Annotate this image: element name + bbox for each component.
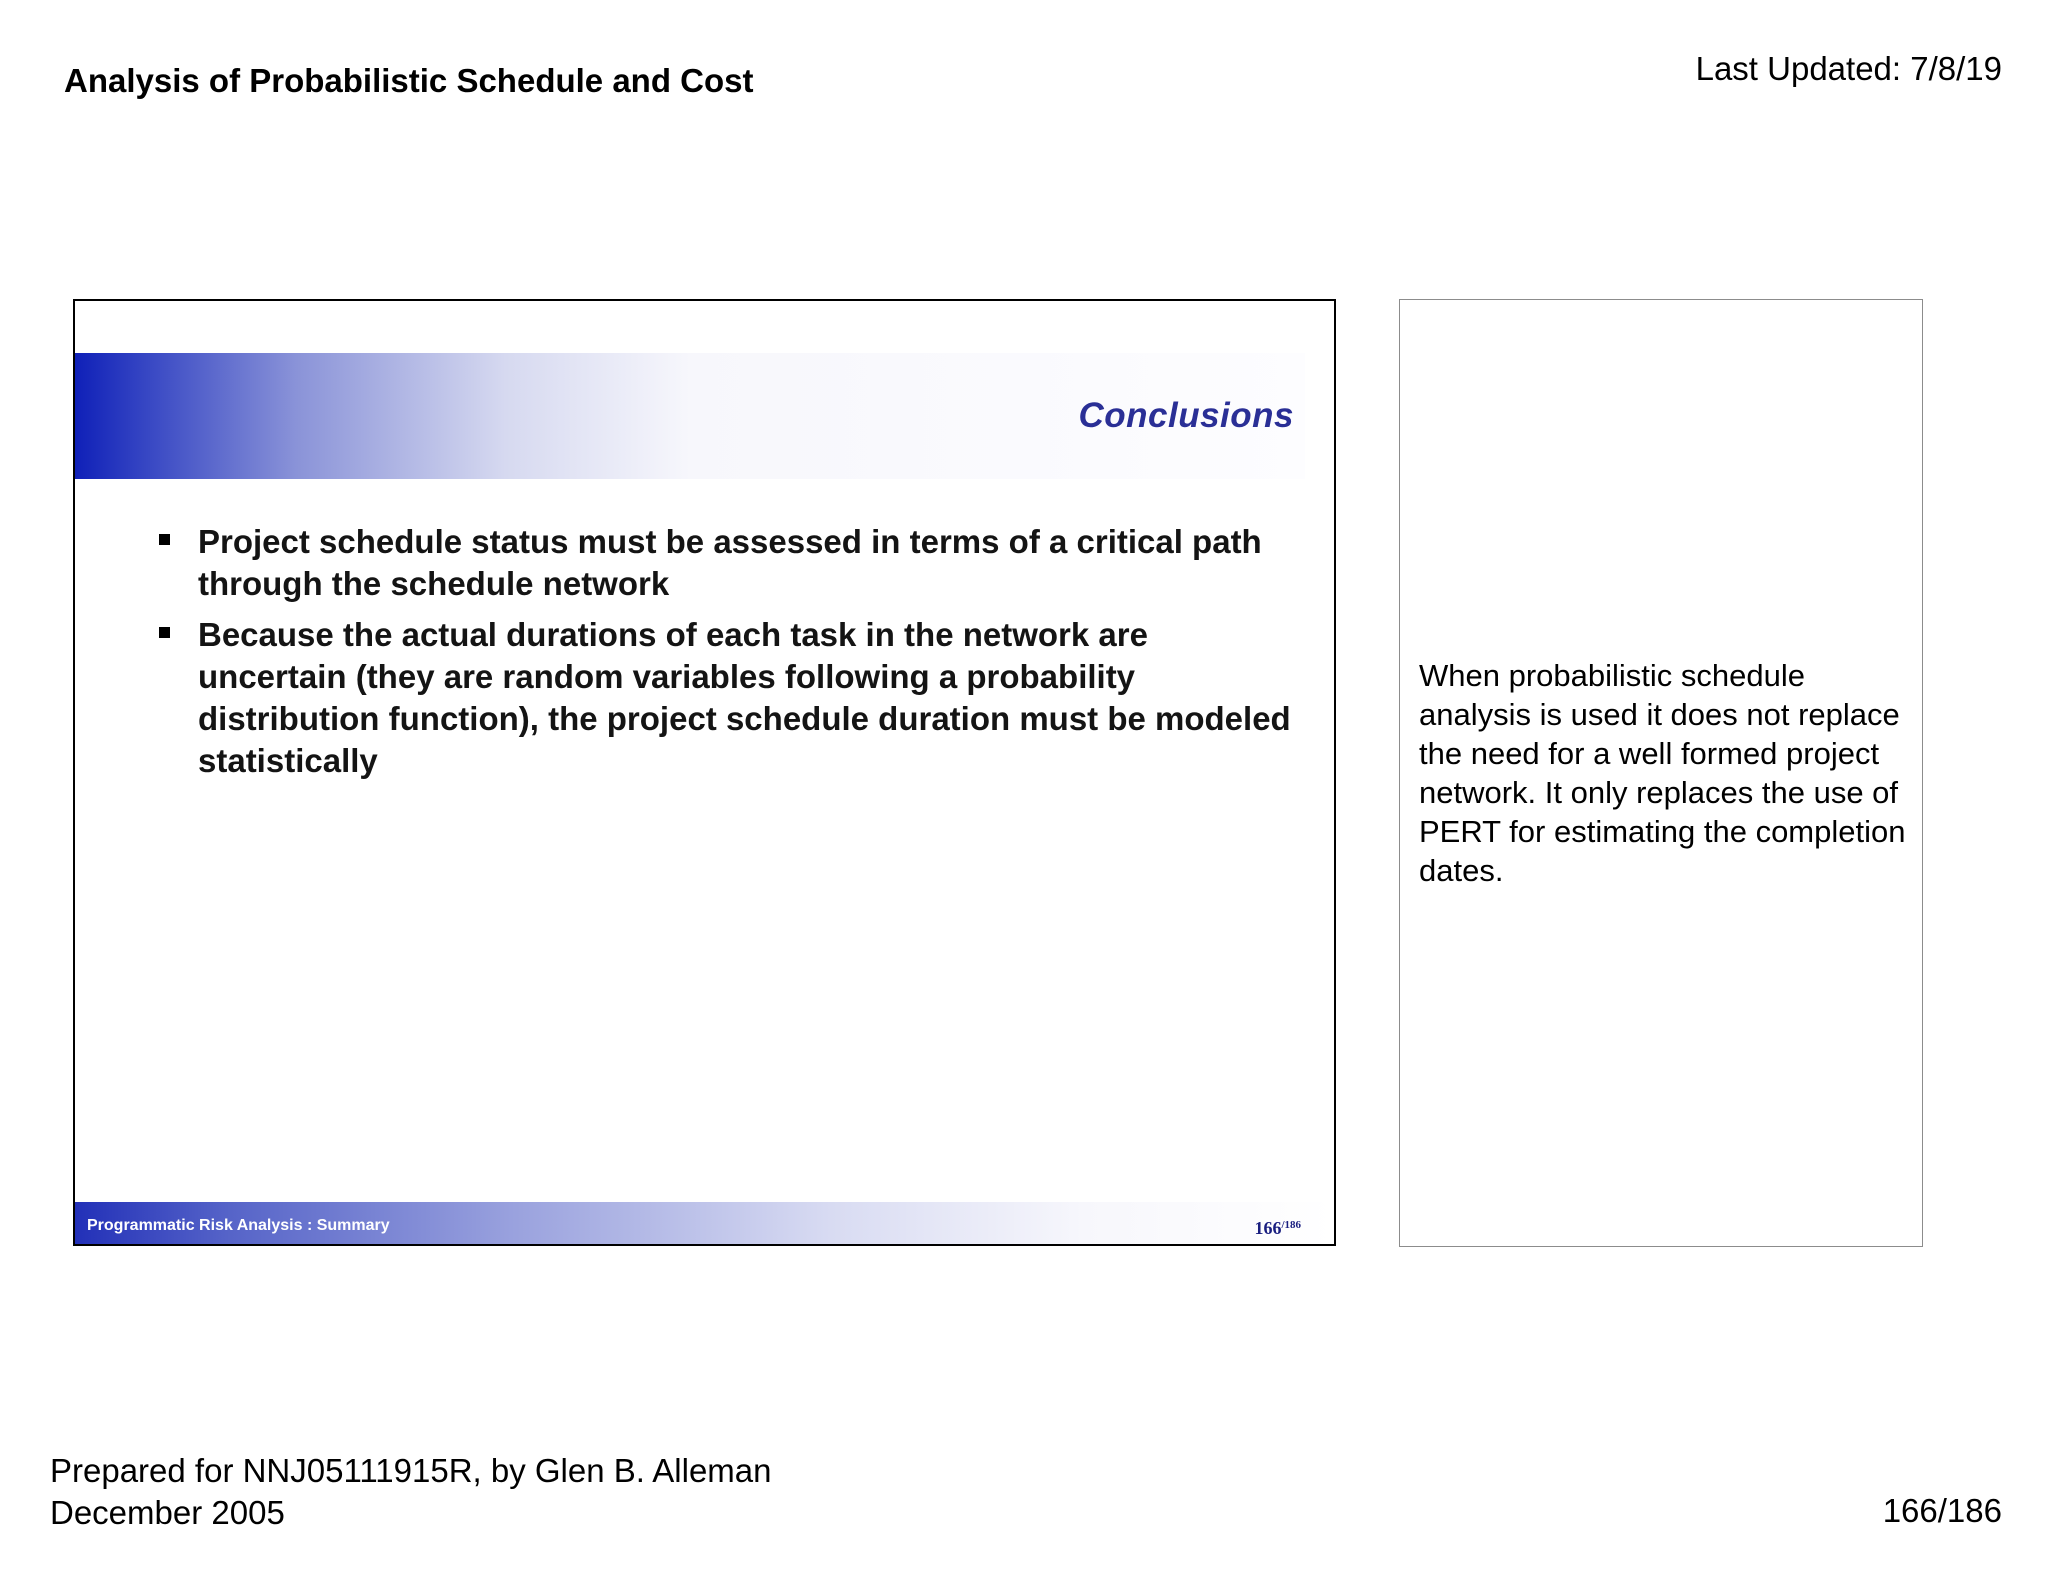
speaker-notes-box: [1399, 299, 1923, 1247]
slide-bullet-text: Project schedule status must be assessed in terms of a critical path through the schedule network: [198, 523, 1262, 602]
slide-bullet: [151, 614, 1291, 782]
square-bullet-icon: [159, 627, 170, 638]
footer-prepared-for: Prepared for NNJ05111915R, by Glen B. Alleman: [50, 1452, 772, 1489]
slide-page-total: /186: [1281, 1219, 1301, 1231]
last-updated-date: Last Updated: 7/8/19: [1695, 50, 2002, 87]
slide-page-number: [1254, 1218, 1301, 1239]
speaker-notes-text: When probabilistic schedule analysis is used it does not replace the need for a well formed project network. It only replaces the use of PERT for estimating the completion dates.: [1419, 658, 1906, 888]
footer-credits: [50, 1450, 772, 1534]
slide-thumbnail: [73, 299, 1336, 1246]
slide-bullet: [151, 521, 1291, 605]
slide-heading: Conclusions: [1078, 396, 1294, 435]
slide-footer-text: Programmatic Risk Analysis : Summary: [87, 1217, 390, 1234]
slide-bullet-list: [151, 521, 1291, 791]
document-title: Analysis of Probabilistic Schedule and Cost: [64, 62, 754, 99]
footer-page-number: 166/186: [1882, 1492, 2002, 1529]
square-bullet-icon: [159, 534, 170, 545]
slide-page-current: 166: [1254, 1218, 1282, 1238]
slide-footer-band: [75, 1202, 1334, 1244]
slide-bullet-text: Because the actual durations of each task in the network are uncertain (they are random variables following a probability distribution function), the project schedule duration must be modeled statistically: [198, 616, 1291, 779]
footer-date: December 2005: [50, 1494, 285, 1531]
